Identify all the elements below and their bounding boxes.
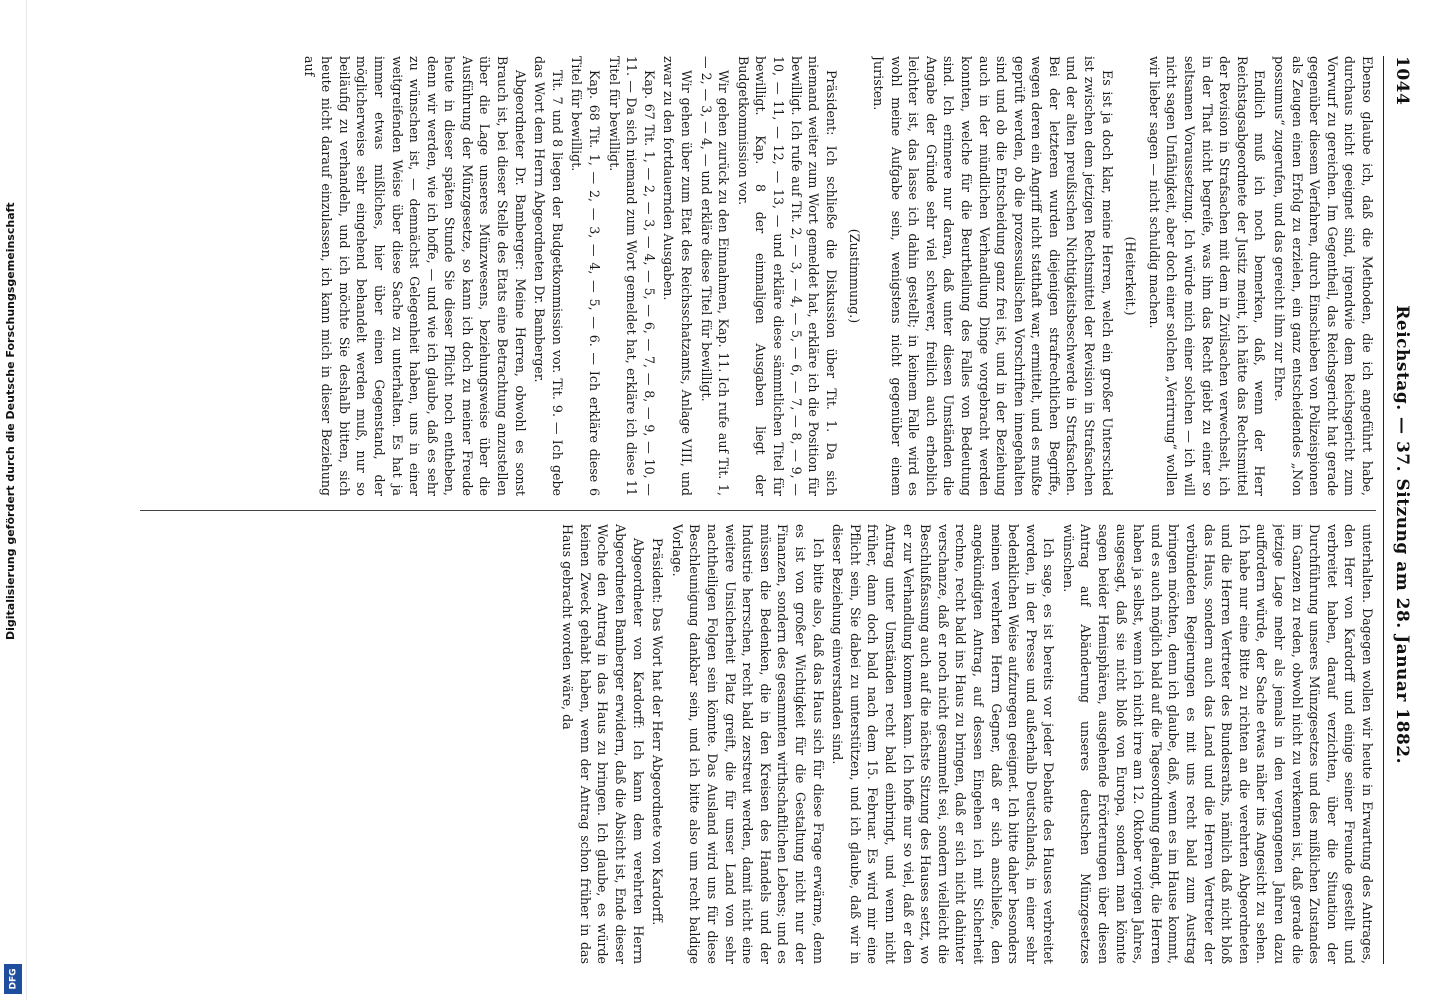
paragraph: Tit. 7 und 8 liegen der Budgetkommission vor. Tit. 9. — Ich gebe das Wort dem Herrn Abgeordneten Dr. Bamberger. bbox=[532, 56, 565, 496]
dfg-logo-icon bbox=[4, 964, 22, 994]
paragraph: Abgeordneter von Kardorff: Ich kann dem verehrten Herrn Abgeordneten Bamberger erwidern, daß die Absicht ist, Ende dieser Woche den Antrag in das Haus zu bringen. Ich glaube, es würde keinen Zweck gehabt haben, wenn der Antrag schon früher in das Haus gebracht worden wäre, da bbox=[560, 524, 646, 964]
paragraph: unterhalten. Dagegen wollen wir heute in Erwartung des Antrages, den Herr von Kardorff und einige seiner Freunde gestellt und verbreitet haben, darauf verzichten, über die Situation der Durchführung unseres Münzgesetzes und des mißlichen Zustandes im Ganzen zu reden, obwohl nicht zu verkennen ist, daß gerade die jetzige Lage mehr als jemals in den vergangenen Jahren dazu auffordern würde, der Sache etwas näher ins Angesicht zu sehen. Ich habe nur eine Bitte zu richten an die verehrten Abgeordneten und die Herren Vertreter des Bundesraths, nämlich daß nicht bloß das Haus, sondern auch das Land und die Herren Vertreter der verbündeten Regierungen es mit uns recht bald zum Austrag bringen möchten, denn ich glaube, daß, wenn es im Hause kommt, und es auch möglich bald auf die Tagesordnung gelangt, die Herren haben ja selbst, wenn ich nicht irre am 12. Oktober vorigen Jahres, ausgesagt, daß sie nicht bloß von Europa, sondern man könnte sagen beider Hemisphären, ausgehende Erörterungen über diesen Antrag auf Abänderung unseres deutschen Münzgesetzes wünschen. bbox=[1060, 524, 1375, 964]
page-number: 1044 bbox=[1392, 56, 1412, 106]
paragraph: Ich sage, es ist bereits vor jeder Debatte des Hauses verbreitet worden, in der Presse und außerhalb Deutschlands, in einer sehr bedenklichen Weise aufzuregen geeignet. Ich bitte daher besonders meinen verehrten Herrn Gegner, daß er sich anschließe, den angekündigten Antrag, auf dessen Eingehen ich mit Sicherheit rechne, recht bald ins Haus zu bringen, daß er sich nicht dahinter verschanze, daß er noch nicht gesammelt sei, sondern vielleicht die Beschlußfassung auch auf die nächste Sitzung des Hauses setzt, wo er zur Verhandlung kommen kann. Ich hoffe nur so viel, daß er den Antrag unter Umständen recht bald einbringt, und wenn nicht früher, dann doch bald nach dem 15. Februar. Es wird mir eine Pflicht sein, Sie dabei zu unterstützen, und ich glaube, daß wir in dieser Beziehung einverstanden sind. bbox=[830, 524, 1057, 964]
paragraph: Ebenso glaube ich, daß die Methoden, die ich angeführt habe, durchaus nicht geeignet sind, irgendwie dem Reichsgericht zum Vorwurf zu gereichen. Im Gegentheil, das Reichsgericht hat gerade gegenüber diesem Verfahren, durch Einschieben von Polizeispionen als Zeugen einen Erfolg zu erzielen, ein ganz entscheidendes „Non possumus“ zugerufen, und das gereicht ihm zur Ehre. bbox=[1272, 56, 1375, 496]
paragraph: Endlich muß ich noch bemerken, daß, wenn der Herr Reichstagsabgeordnete der Justiz meint, ich hätte das Rechtsmittel der Revision in Strafsachen mit dem in Zivilsachen verwechselt, ich in der That nicht begreife, was ihm das Recht giebt zu einer so seltsamen Voraussetzung. Ich würde mich einer solchen — ich will nicht sagen Unfähigkeit, aber doch einer solchen „Verirrung“ wollen wir lieber sagen — nicht schuldig machen. bbox=[1146, 56, 1268, 496]
left-column bbox=[140, 56, 1376, 496]
paragraph: Wir gehen zurück zu den Einnahmen, Kap. 11. Ich rufe auf Tit. 1, — 2, — 3, — 4, — und erkläre diese Titel für bewilligt. bbox=[698, 56, 732, 496]
page-title: Reichstag. — 37. Sitzung am 28. Januar 1882. bbox=[1392, 305, 1412, 765]
paragraph: Abgeordneter Dr. Bamberger: Meine Herren, obwohl es sonst Brauch ist, bei dieser Stelle des Etats eine Betrachtung anzustellen über die Lage unseres Münzwesens, beziehungsweise über die Ausführung der Münzgesetze, so kann ich doch zu meiner Freude heute in dieser späten Stunde Sie dieser Pflicht noch entheben, denn wir werden, wie ich hoffe, — und wie ich glaube, daß es sehr zu wünschen ist, — demnächst Gelegenheit haben, uns in einer weitgreifenden Weise über diese Sache zu unterhalten. Es hat ja immer etwas mißliches, hier über einen Gegenstand, der möglicherweise sehr eingehend behandelt werden muß, nur so beiläufig zu verhandeln, und ich möchte Sie deshalb bitten, sich heute nicht darauf einzulassen, ich kann mich in dieser Beziehung auf bbox=[301, 56, 528, 496]
paragraph: Es ist ja doch klar, meine Herren, welch ein großer Unterschied ist zwischen dem jetzigen Rechtsmittel der Revision in Strafsachen und der alten preußischen Nichtigkeitsbeschwerde in Strafsachen. Bei der letzteren wurden diejenigen strafrechtlichen Begriffe, wegen deren ein Angriff nicht statthaft war, ermittelt, und es mußte geprüft werden, ob die prozessualischen Vorschriften innegehalten sind und ob die Entscheidung ganz frei ist, und in der Beziehung auch in der mündlichen Verhandlung Dinge vorgebracht werden konnten, welche für die Beurtheilung des Falles von Bedeutung sind. Ich erinnere nur daran, daß unter diesen Umständen die Angabe der Gründe sehr viel schwerer, freilich auch erheblich leichter ist, das lasse ich dahin gestellt; in keinem Falle wird es wohl meine Aufgabe sein, wenigstens nicht gegenüber einem Juristen. bbox=[870, 56, 1115, 496]
document-page bbox=[130, 40, 1420, 980]
sidebar bbox=[0, 0, 27, 1000]
paragraph: Wir gehen über zum Etat des Reichsschatzamts, Anlage VIII, und zwar zu den fortdauernden Ausgaben. bbox=[661, 56, 695, 496]
paragraph: Präsident: Ich schließe die Diskussion über Tit. 1. Da sich niemand weiter zum Wort gemeldet hat, erkläre ich die Position für bewilligt. Ich rufe auf Tit. 2, — 3, — 4, — 5, — 6, — 7, — 8, — 9, — 10, — 11, — 12, — 13, — und erkläre diese sämmtlichen Titel für bewilligt. Kap. 8 der einmaligen Ausgaben liegt der Budgetkommission vor. bbox=[735, 56, 839, 496]
dfg-logo-label: DFG bbox=[8, 968, 19, 990]
stage-direction: (Zustimmung.) bbox=[847, 228, 863, 324]
header-rule bbox=[1383, 56, 1384, 964]
paragraph: Kap. 67 Tit. 1, — 2, — 3, — 4, — 5, — 6, — 7, — 8, — 9, — 10, — 11. — Da sich niemand zum Wort gemeldet hat, erkläre ich diese 11 Titel für bewilligt. bbox=[606, 56, 657, 496]
paragraph: Präsident: Das Wort hat der Herr Abgeordnete von Kardorff. bbox=[650, 538, 666, 926]
column-divider bbox=[140, 510, 1376, 511]
paragraph: Kap. 68 Tit. 1, — 2, — 3, — 4, — 5, — 6. — Ich erkläre diese 6 Titel für bewilligt. bbox=[569, 56, 603, 496]
page-header bbox=[1386, 56, 1412, 964]
sidebar-credit-text: Digitalisierung gefördert durch die Deutsche Forschungsgemeinschaft bbox=[4, 202, 17, 640]
stage-direction: (Heiterkeit.) bbox=[1123, 236, 1139, 316]
right-column bbox=[140, 524, 1376, 964]
paragraph: Ich bitte also, daß das Haus sich für diese Frage erwärme, denn es ist von großer Wichtigkeit für die Gestaltung nicht nur der Finanzen, sondern des gesammten wirthschaftlichen Lebens; und es müssen die Bedenken, die in den Kreisen des Handels und der Industrie herrschen, recht bald zerstreut werden, damit nicht eine weitere Unsicherheit Platz greift, die für unser Land von sehr nachtheiligen Folgen sein könnte. Das Ausland wird uns für diese Beschleunigung dankbar sein, und ich bitte also um recht baldige Vorlage. bbox=[669, 524, 826, 964]
